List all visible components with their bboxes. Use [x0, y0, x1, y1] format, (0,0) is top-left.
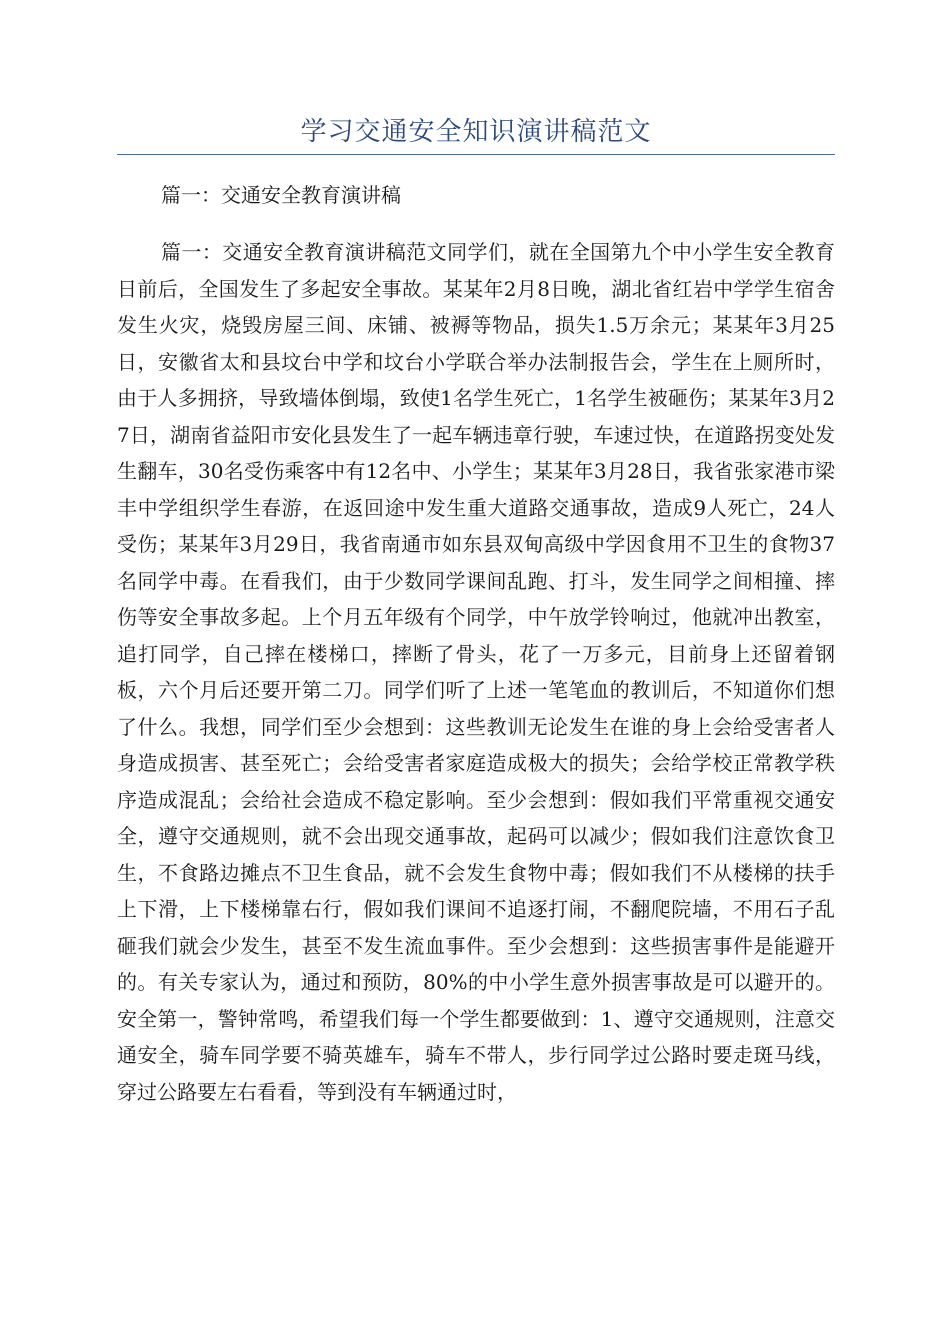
body-paragraph: 篇一：交通安全教育演讲稿范文同学们，就在全国第九个中小学生安全教育日前后，全国发生了多起安全事故。某某年2月8日晚，湖北省红岩中学学生宿舍发生火灾，烧毁房屋三间、床铺、被褥等物品，损失1.5万余元；某某年3月25日，安徽省太和县坟台中学和坟台小学联合举办法制报告会，学生在上厕所时，由于人多拥挤，导致墙体倒塌，致使1名学生死亡，1名学生被砸伤；某某年3月27日，湖南省益阳市安化县发生了一起车辆违章行驶，车速过快，在道路拐变处发生翻车，30名受伤乘客中有12名中、小学生；某某年3月28日，我省张家港市梁丰中学组织学生春游，在返回途中发生重大道路交通事故，造成9人死亡，24人受伤；某某年3月29日，我省南通市如东县双甸高级中学因食用不卫生的食物37名同学中毒。在看我们，由于少数同学课间乱跑、打斗，发生同学之间相撞、摔伤等安全事故多起。上个月五年级有个同学，中午放学铃响过，他就冲出教室，追打同学，自己摔在楼梯口，摔断了骨头，花了一万多元，目前身上还留着钢板，六个月后还要开第二刀。同学们听了上述一笔笔血的教训后，不知道你们想了什么。我想，同学们至少会想到：这些教训无论发生在谁的身上会给受害者人身造成损害、甚至死亡；会给受害者家庭造成极大的损失；会给学校正常教学秩序造成混乱；会给社会造成不稳定影响。至少会想到：假如我们平常重视交通安全，遵守交通规则，就不会出现交通事故，起码可以减少；假如我们注意饮食卫生，不食路边摊点不卫生食品，就不会发生食物中毒；假如我们不从楼梯的扶手上下滑，上下楼梯靠右行，假如我们课间不追逐打闹，不翻爬院墙，不用石子乱砸我们就会少发生，甚至不发生流血事件。至少会想到：这些损害事件是能避开的。有关专家认为，通过和预防，80%的中小学生意外损害事故是可以避开的。安全第一，警钟常鸣，希望我们每一个学生都要做到：1、遵守交通规则，注意交通安全，骑车同学要不骑英雄车，骑车不带人，步行同学过公路时要走斑马线，穿过公路要左右看看，等到没有车辆通过时，	[117, 240, 835, 1104]
title-underline	[117, 154, 835, 155]
section-heading: 篇一：交通安全教育演讲稿	[161, 183, 401, 207]
document-title: 学习交通安全知识演讲稿范文	[300, 117, 652, 147]
